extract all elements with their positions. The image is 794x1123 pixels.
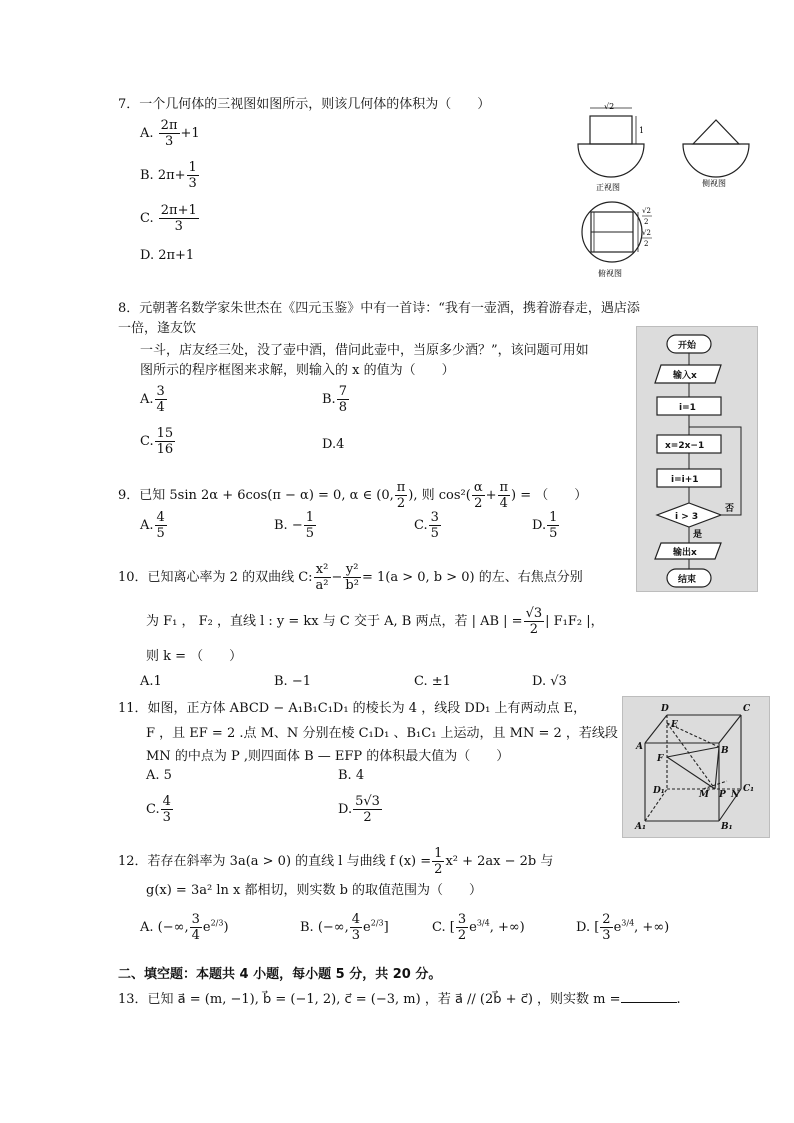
cube-figure [622,696,770,838]
q11-option-b: B. 4 [338,768,365,783]
cube-label-B: B [721,746,729,756]
q12-line1: 12．若存在斜率为 3a(a > 0) 的直线 l 与曲线 f (x) = $\frac{1}{2}$ x² + 2ax − 2b 与 [118,846,554,877]
q7-option-d: D. 2π+1 [140,248,195,263]
flow-start-label: 开始 [678,341,697,351]
q12-option-b: B. (−∞, $\frac{4}{3}$ $e^{2/3}$] [300,912,389,943]
flow-init-label: i=1 [679,403,696,413]
q11-option-d: D. $\frac{5√3}{2}$ [338,794,380,825]
cube-label-A1: A₁ [635,822,646,832]
cube-label-F: F [657,754,664,764]
q13-answer-blank[interactable] [621,990,677,1003]
flowchart-figure [636,326,758,592]
cube-label-N: N [731,790,740,800]
three-view-figure [568,98,768,288]
side-view-label: 侧视图 [702,179,726,188]
q10-line2: 为 F₁ ， F₂ ，直线 l : y = kx 与 C 交于 A, B 两点，若 | AB | = $\frac{√3}{2}$ | F₁F₂ |， [146,606,604,637]
flow-incr-label: i=i+1 [671,475,699,485]
front-view-label: 正视图 [596,183,620,192]
q10-option-b: B. −1 [274,674,311,689]
flow-output-label: 输出x [673,548,697,558]
q9-option-c: C. $\frac{3}{5}$ [414,510,439,541]
q9-option-a: A. $\frac{4}{5}$ [140,510,165,541]
q10-line3: 则 k = （ ） [146,649,243,664]
q11-line3: MN 的中点为 P ,则四面体 B — EFP 的体积最大值为（ ） [146,749,510,764]
q13-stem: 13．已知 a⃗ = (m, −1), b⃗ = (−1, 2), c⃗ = (−3, m) ，若 a⃗ // (2b⃗ + c⃗) ，则实数 m = . [118,992,681,1007]
flow-cond-label: i > 3 [675,512,699,522]
flow-end-label: 结束 [678,575,697,585]
q8-option-c: C. $\frac{15}{16}$ [140,426,174,457]
q10-option-a: A.1 [140,674,162,689]
q9-option-b: B. − $\frac{1}{5}$ [274,510,314,541]
cube-label-C: C [743,704,751,714]
cube-label-C1: C₁ [743,784,755,794]
q11-line1: 11．如图，正方体 ABCD − A₁B₁C₁D₁ 的棱长为 4 ，线段 DD₁ 上有两动点 E， [118,701,587,716]
dim-side-label: 1 [639,126,645,135]
cube-label-P: P [719,790,726,800]
q9-stem: 9．已知 5sin 2α + 6cos(π − α) = 0, α ∈ (0, $\frac{\pi}{2}$ ), 则 cos²( $\frac{\alpha}{2}$ + $\frac{\pi}{4}$ ) = （ ） [118,480,588,511]
q8-option-b: B. $\frac{7}{8}$ [322,384,347,415]
top-view-label: 俯视图 [598,269,622,278]
q7-option-c: C. $\frac{2\pi+1}{3}$ [140,203,197,234]
dim-r2-num: √2 [642,229,651,237]
q11-line2: F ，且 EF = 2 .点 M、N 分别在棱 C₁D₁ 、B₁C₁ 上运动，且 MN = 2 ，若线段 [146,726,618,741]
q10-option-c: C. ±1 [414,674,451,689]
q8-line2: 一倍，逢友饮 [118,321,197,336]
q8-option-a: A. $\frac{3}{4}$ [140,384,165,415]
dim-top-label: √2 [604,102,615,111]
q7-stem: 7．一个几何体的三视图如图所示，则该几何体的体积为（ ） [118,97,491,112]
q7-option-a: A. $\frac{2\pi}{3}$ +1 [140,118,200,149]
section2-heading: 二、填空题：本题共 4 小题，每小题 5 分，共 20 分。 [118,967,442,982]
q12-option-a: A. (−∞, $\frac{3}{4}$ $e^{2/3}$) [140,912,229,943]
flow-input-label: 输入x [673,371,697,381]
q10-stem: 10．已知离心率为 2 的双曲线 C: $\frac{\text{x²}}{\text{a²}}$ − $\frac{\text{y²}}{\text{b²}}$ = 1(a > 0, b > 0) 的左、右焦点分别 [118,562,583,593]
q9-option-d: D. $\frac{1}{5}$ [532,510,558,541]
q8-line1: 8．元朝著名数学家朱世杰在《四元玉鉴》中有一首诗：“我有一壶酒，携着游春走，遇店添 [118,301,640,316]
cube-label-A: A [636,742,643,752]
flow-yes-label: 是 [693,530,703,540]
q8-line4: 图所示的程序框图来求解，则输入的 x 的值为（ ） [140,363,455,378]
cube-label-D: D [661,704,669,714]
cube-label-B1: B₁ [721,822,733,832]
q12-option-c: C. [ $\frac{3}{2}$ $e^{3/4}$, +∞) [432,912,525,943]
q10-option-d: D. √3 [532,674,567,689]
q11-option-c: C. $\frac{4}{3}$ [146,794,171,825]
flow-assign-label: x=2x−1 [665,441,705,451]
dim-r2-den: 2 [644,240,649,248]
flow-no-label: 否 [725,504,735,514]
q8-line3: 一斗，店友经三处，没了壶中酒，借问此壶中，当原多少酒？”，该问题可用如 [140,343,589,358]
q11-option-a: A. 5 [146,768,172,783]
q12-line2: g(x) = 3a² ln x 都相切，则实数 b 的取值范围为（ ） [146,883,483,898]
q12-option-d: D. [ $\frac{2}{3}$ $e^{3/4}$, +∞) [576,912,670,943]
top-view [582,202,652,278]
cube-label-E: E [671,720,678,730]
dim-r1-num: √2 [642,207,651,215]
q8-option-d: D.4 [322,437,345,452]
q7-option-b: B. 2π+ $\frac{1}{3}$ [140,160,197,191]
cube-label-M: M [699,790,709,800]
dim-r1-den: 2 [644,218,649,226]
front-view [578,102,644,192]
side-view [683,120,749,188]
cube-label-D1: D₁ [653,786,665,796]
